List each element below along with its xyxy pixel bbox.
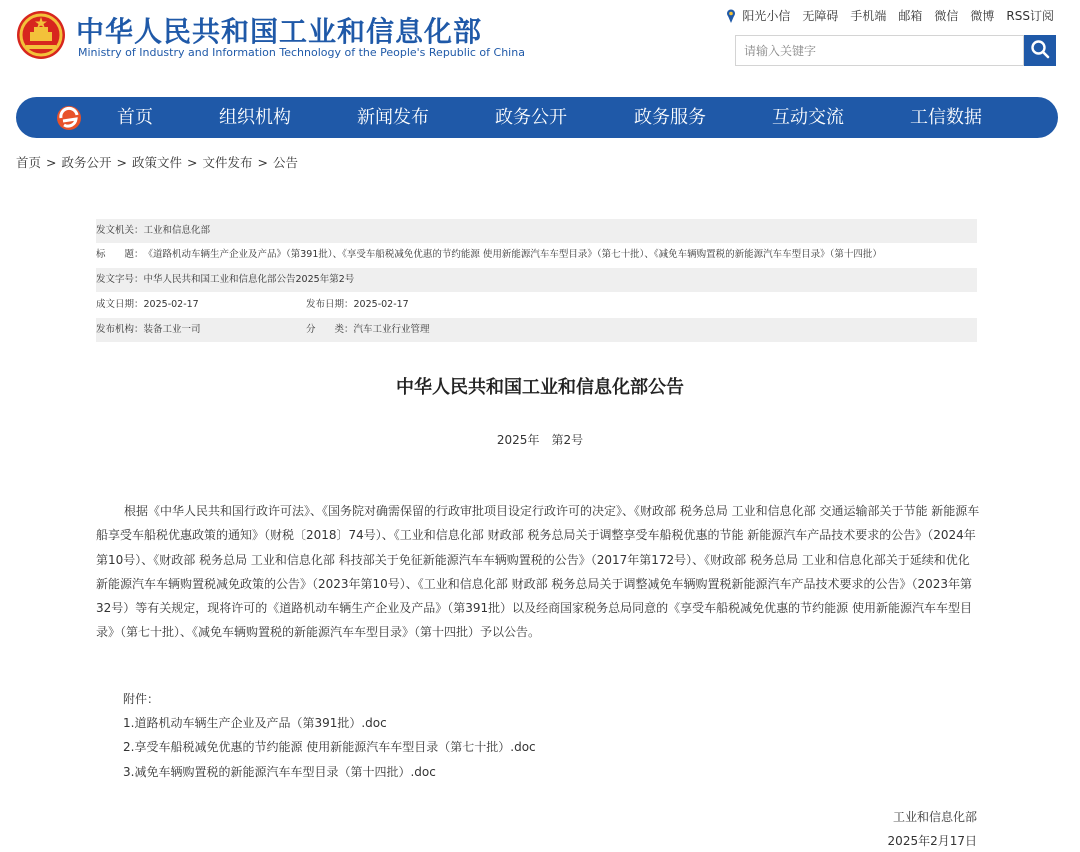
top-link-wechat[interactable]: 微信	[934, 9, 959, 23]
meta-category-label: 分 类：	[306, 324, 354, 335]
national-emblem-icon	[16, 10, 66, 60]
meta-title-value: 《道路机动车辆生产企业及产品》（第391批）、《享受车船税减免优惠的节约能源 使用新能源汽车车型目录》（第七十批）、《减免车辆购置税的新能源汽车车型目录》（第十四批）	[143, 249, 882, 260]
sunshine-pin-icon	[726, 9, 736, 23]
meta-row-title	[96, 243, 977, 267]
meta-created-label: 成文日期：	[96, 299, 144, 310]
meta-row-org	[96, 318, 977, 342]
meta-org-value: 装备工业一司	[143, 324, 201, 335]
attachment-link-1[interactable]: 1.道路机动车辆生产企业及产品（第391批）.doc	[123, 716, 387, 730]
attachments-label: 附件：	[123, 692, 160, 706]
meta-row-number	[96, 268, 977, 292]
nav-organization[interactable]: 组织机构	[219, 107, 291, 128]
nav-home[interactable]: 首页	[117, 107, 153, 128]
breadcrumb-gov-affairs[interactable]: 政务公开	[61, 155, 112, 170]
top-link-mobile[interactable]: 手机端	[850, 9, 887, 23]
search-input[interactable]	[736, 36, 1022, 65]
meta-number-value: 中华人民共和国工业和信息化部公告2025年第2号	[143, 274, 355, 285]
meta-created-value: 2025-02-17	[143, 299, 199, 310]
breadcrumb: 首页 > 政务公开 > 政策文件 > 文件发布 > 公告	[16, 155, 299, 170]
meta-row-dates	[96, 293, 977, 317]
nav-gov-affairs[interactable]: 政务公开	[495, 107, 567, 128]
meta-category-value: 汽车工业行业管理	[353, 324, 430, 335]
nav-news[interactable]: 新闻发布	[357, 107, 429, 128]
search-icon	[1030, 39, 1050, 63]
meta-row-issuer	[96, 219, 977, 243]
search-button[interactable]	[1024, 35, 1056, 66]
document-body: 根据《中华人民共和国行政许可法》、《国务院对确需保留的行政审批项目设定行政许可的决定》、《财政部 税务总局 工业和信息化部 交通运输部关于节能 新能源车船享受车船税优惠政策的通知》（财税〔2018〕74号）、《工业和信息化部 财政部 税务总局关于调整享受车船税优惠的节能 新能源汽车产品技术要求的公告》（2024年第10号）、《财政部 税务总局 工业和信息化部 科技部关于免征新能源汽车车辆购置税的公告》（2017年第172号）、《财政部 税务总局 工业和信息化部关于延续和优化新能源汽车车辆购置税减免政策的公告》（2023年第10号）、《工业和信息化部 财政部 税务总局关于调整减免车辆购置税新能源汽车产品技术要求的公告》（2023年第32号）等有关规定，现将许可的《道路机动车辆生产企业及产品》（第391批）以及经商国家税务总局同意的《享受车船税减免优惠的节约能源 使用新能源汽车车型目录》（第七十批）、《减免车辆购置税的新能源汽车车型目录》（第十四批）予以公告。	[96, 504, 980, 640]
nav-interaction[interactable]: 互动交流	[772, 107, 844, 128]
site-subtitle: Ministry of Industry and Information Technology of the People's Republic of China	[78, 46, 525, 59]
meta-issuer-label: 发文机关：	[96, 225, 144, 236]
document-title: 中华人民共和国工业和信息化部公告	[396, 377, 684, 398]
top-link-rss[interactable]: RSS订阅	[1006, 9, 1054, 23]
meta-title-label: 标 题：	[96, 249, 144, 260]
meta-issuer-value: 工业和信息化部	[143, 225, 211, 236]
breadcrumb-home[interactable]: 首页	[16, 155, 42, 170]
top-link-weibo[interactable]: 微博	[970, 9, 995, 23]
search-box	[735, 35, 1024, 66]
meta-published-value: 2025-02-17	[353, 299, 409, 310]
attachment-link-2[interactable]: 2.享受车船税减免优惠的节约能源 使用新能源汽车车型目录（第七十批）.doc	[123, 740, 536, 754]
miit-logo-icon[interactable]	[55, 104, 83, 132]
meta-org-label: 发布机构：	[96, 324, 144, 335]
top-link-sunshine[interactable]: 阳光小信	[742, 9, 791, 23]
signature-org: 工业和信息化部	[892, 810, 977, 824]
top-link-mail[interactable]: 邮箱	[898, 9, 923, 23]
breadcrumb-doc-release[interactable]: 文件发布	[202, 155, 253, 170]
signature-date: 2025年2月17日	[887, 834, 977, 848]
breadcrumb-policy-docs[interactable]: 政策文件	[132, 155, 183, 170]
site-title[interactable]: 中华人民共和国工业和信息化部	[76, 15, 483, 48]
attachment-link-3[interactable]: 3.减免车辆购置税的新能源汽车车型目录（第十四批）.doc	[123, 765, 436, 779]
top-links	[726, 7, 1054, 24]
top-link-accessibility[interactable]: 无障碍	[802, 9, 839, 23]
meta-published-label: 发布日期：	[306, 299, 354, 310]
nav-data[interactable]: 工信数据	[910, 107, 982, 128]
meta-number-label: 发文字号：	[96, 274, 144, 285]
nav-gov-services[interactable]: 政务服务	[634, 107, 706, 128]
breadcrumb-announcement[interactable]: 公告	[273, 155, 299, 170]
document-number: 2025年 第2号	[496, 433, 584, 447]
